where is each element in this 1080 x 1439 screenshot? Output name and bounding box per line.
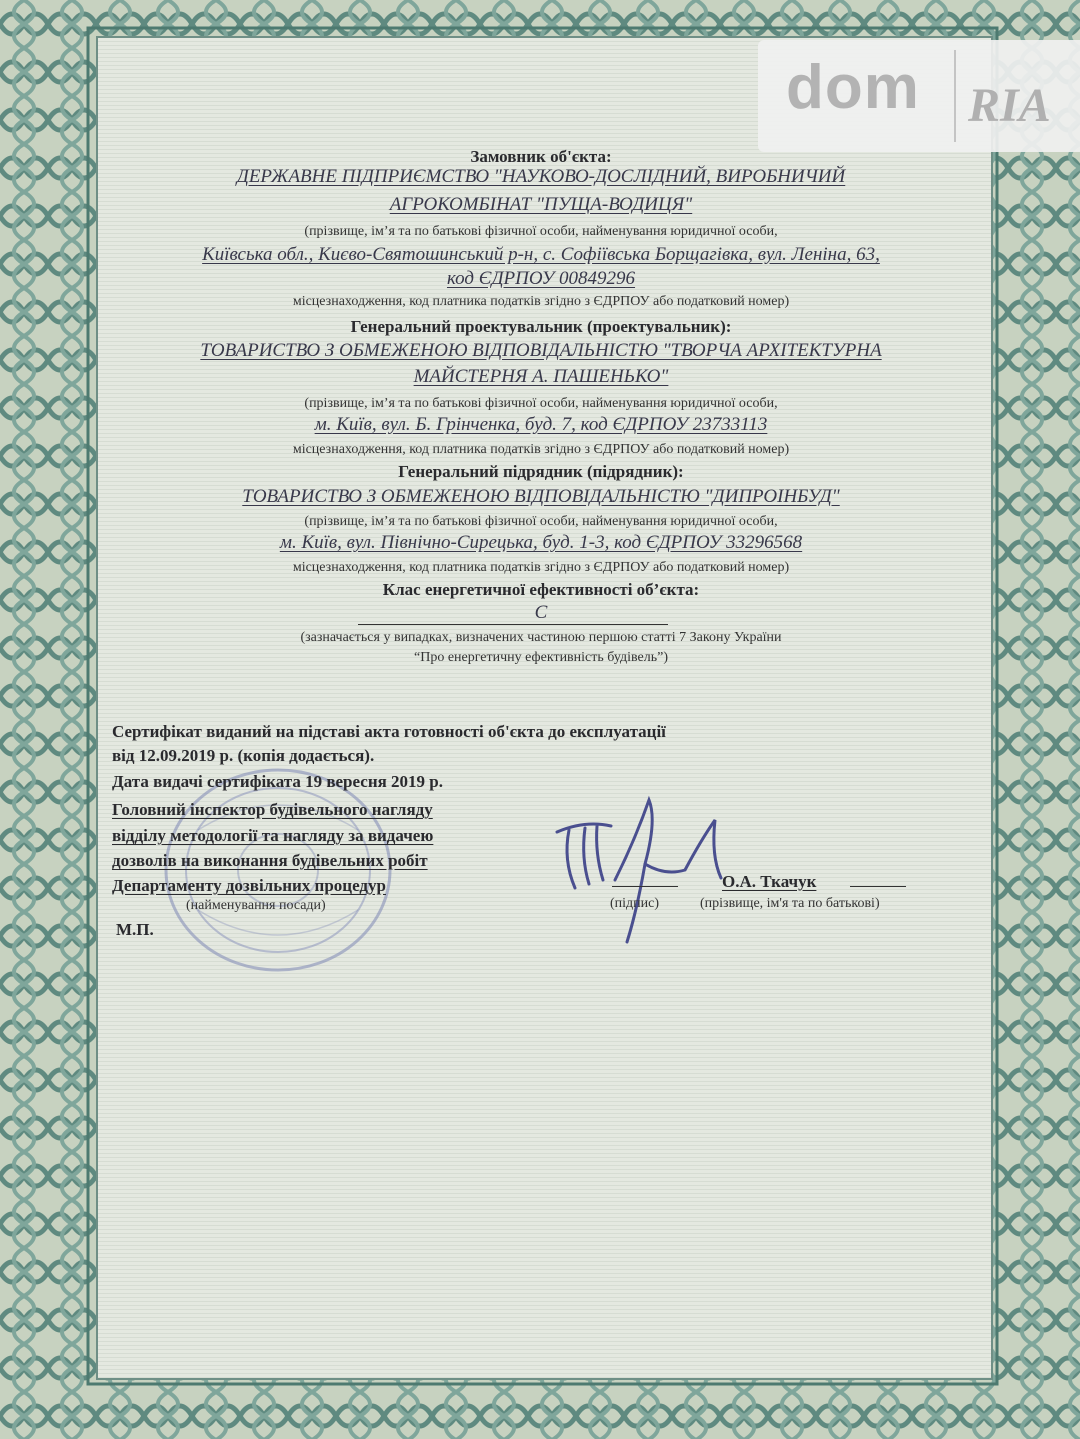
signatory-name-caption: (прізвище, ім'я та по батькові)	[700, 896, 880, 911]
designer-address-caption: місцезнаходження, код платника податків згідно з ЄДРПОУ або податковий номер)	[292, 442, 790, 457]
designer-name-caption: (прізвище, ім’я та по батькові фізичної особи, найменування юридичної особи,	[304, 396, 778, 411]
contractor-address-caption: місцезнаходження, код платника податків згідно з ЄДРПОУ або податковий номер)	[292, 560, 790, 575]
watermark-ria-text: RIA	[968, 79, 1051, 132]
signatory-name-underline	[850, 886, 906, 887]
customer-address-caption: місцезнаходження, код платника податків згідно з ЄДРПОУ або податковий номер)	[292, 294, 790, 309]
customer-address-line2: код ЄДРПОУ 00849296	[446, 268, 636, 289]
designer-address-line1: м. Київ, вул. Б. Грінченка, буд. 7, код ЄДРПОУ 23733113	[314, 414, 768, 435]
domria-watermark	[758, 40, 1080, 152]
contractor-name-line1: ТОВАРИСТВО З ОБМЕЖЕНОЮ ВІДПОВІДАЛЬНІСТЮ "ДИПРОІНБУД"	[242, 486, 840, 507]
contractor-address-line1: м. Київ, вул. Північно-Сирецька, буд. 1-3, код ЄДРПОУ 33296568	[279, 532, 803, 553]
designer-name-line1: ТОВАРИСТВО З ОБМЕЖЕНОЮ ВІДПОВІДАЛЬНІСТЮ "ТВОРЧА АРХІТЕКТУРНА	[200, 340, 882, 361]
customer-name-caption: (прізвище, ім’я та по батькові фізичної особи, найменування юридичної особи,	[304, 224, 778, 239]
seal-label: М.П.	[116, 920, 154, 939]
handwritten-signature	[545, 780, 755, 950]
energy-class-underline	[358, 624, 668, 625]
certificate-basis-line2: від 12.09.2019 р. (копія додається).	[112, 746, 375, 765]
signatory-position-line2: відділу методології та нагляду за видачею	[112, 826, 434, 845]
energy-class-value: С	[534, 602, 548, 623]
signatory-position-line3: дозволів на виконання будівельних робіт	[112, 851, 428, 870]
designer-name-line2: МАЙСТЕРНЯ А. ПАШЕНЬКО"	[413, 366, 669, 387]
designer-heading: Генеральний проектувальник (проектувальник):	[350, 317, 732, 336]
signature-caption: (підпис)	[610, 896, 660, 911]
signatory-name: О.А. Ткачук	[722, 872, 817, 891]
customer-name-line1: ДЕРЖАВНЕ ПІДПРИЄМСТВО "НАУКОВО-ДОСЛІДНИЙ, ВИРОБНИЧИЙ	[236, 166, 846, 187]
contractor-heading: Генеральний підрядник (підрядник):	[398, 462, 684, 481]
energy-class-heading: Клас енергетичної ефективності об’єкта:	[382, 580, 700, 599]
signature-underline	[612, 886, 678, 887]
certificate-basis-line1: Сертифікат виданий на підставі акта готовності об'єкта до експлуатації	[112, 722, 666, 741]
watermark-divider	[954, 50, 956, 142]
signatory-position-line1: Головний інспектор будівельного нагляду	[112, 800, 433, 819]
contractor-name-caption: (прізвище, ім’я та по батькові фізичної особи, найменування юридичної особи,	[304, 514, 778, 529]
certificate-issue-date: Дата видачі сертифіката 19 вересня 2019 р.	[112, 772, 444, 791]
customer-heading: Замовник об'єкта:	[470, 147, 612, 166]
energy-caption-line1: (зазначається у випадках, визначених частиною першою статті 7 Закону України	[300, 630, 782, 645]
signatory-position-line4: Департаменту дозвільних процедур	[112, 876, 386, 895]
customer-address-line1: Київська обл., Києво-Святошинський р-н, с. Софіївська Борщагівка, вул. Леніна, 63,	[202, 244, 880, 265]
watermark-dom-text: dom	[786, 53, 920, 122]
energy-caption-line2: “Про енергетичну ефективність будівель”)	[414, 650, 668, 665]
customer-name-line2: АГРОКОМБІНАТ "ПУЩА-ВОДИЦЯ"	[389, 194, 693, 215]
position-caption: (найменування посади)	[186, 898, 326, 913]
